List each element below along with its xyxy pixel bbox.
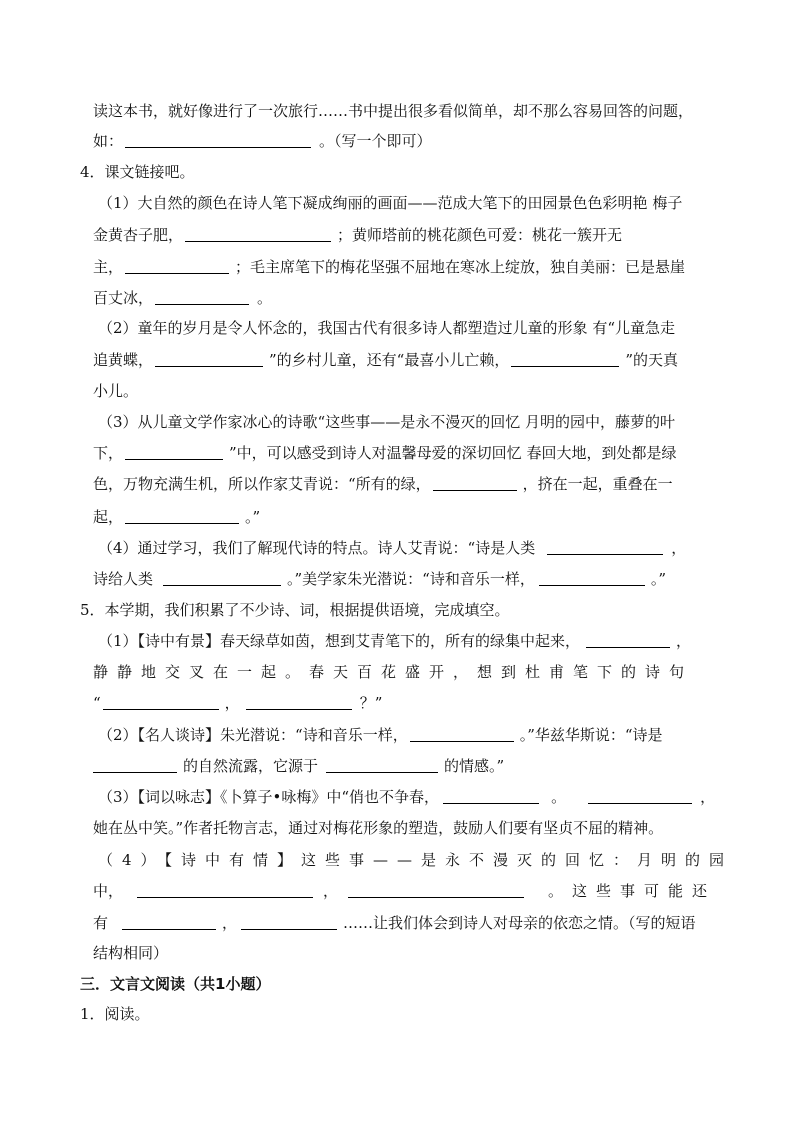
text-line [93, 913, 696, 933]
text-line [93, 756, 504, 776]
text: ”中，可以感受到诗人对温馨母爱的深切回忆 春回大地，到处都是绿 [229, 444, 677, 462]
text-line [98, 318, 675, 338]
text: （2）【名人谈诗】朱光潜说：“诗和音乐一样， [98, 726, 408, 744]
text-line [93, 662, 693, 682]
section-heading [80, 974, 270, 994]
text: 主， [93, 258, 124, 276]
answer-blank[interactable] [348, 883, 524, 898]
text-line [93, 225, 622, 245]
text-line [98, 631, 691, 651]
answer-blank[interactable] [547, 540, 663, 555]
text: ， [700, 788, 716, 806]
answer-blank[interactable] [137, 883, 313, 898]
text: 。这些事可能还 [548, 882, 717, 900]
text-line [93, 350, 678, 370]
text: 。” [245, 508, 261, 526]
text: ；黄师塔前的桃花颜色可爱：桃花一簇开无 [337, 226, 623, 244]
answer-blank[interactable] [125, 133, 311, 148]
text: 4．课文链接吧。 [80, 163, 195, 181]
text: ， [676, 632, 692, 650]
text: （4）通过学习，我们了解现代诗的特点。诗人艾青说：“诗是人类 [98, 539, 536, 557]
text: 。” [650, 570, 667, 588]
answer-blank[interactable] [443, 789, 539, 804]
text: 。”美学家朱光潜说：“诗和音乐一样， [287, 570, 535, 588]
answer-blank[interactable] [125, 259, 229, 274]
text: （3）从儿童文学作家冰心的诗歌“这些事——是永不漫灭的回忆 月明的园中，藤萝的叶 [98, 413, 675, 431]
text: ， [224, 694, 240, 712]
text: ，挤在一起，重叠在一 [522, 475, 673, 493]
text: 1．阅读。 [80, 1005, 150, 1023]
text-line [98, 850, 733, 870]
text-line [93, 507, 260, 527]
text-line [93, 131, 432, 151]
text: ， [222, 914, 238, 932]
text: 诗给人类 [93, 570, 154, 588]
text: 三．文言文阅读（共1小题） [80, 975, 271, 993]
text: （1）【诗中有景】春天绿草如茵，想到艾青笔下的，所有的绿集中起来， [98, 632, 581, 650]
text-line [93, 818, 663, 838]
text: 如： [93, 132, 124, 150]
text: 。 [551, 788, 567, 806]
text: ；毛主席笔下的梅花坚强不屈地在寒冰上绽放，独自美丽：已是悬崖 [235, 258, 686, 276]
text: 。（写一个即可） [319, 132, 432, 150]
text: 金黄杏子肥， [93, 226, 184, 244]
text-line [98, 787, 715, 807]
text-line [93, 101, 693, 121]
text: 小儿。 [93, 382, 139, 400]
text: （3）【词以咏志】《卜算子•咏梅》中“俏也不争春， [98, 788, 440, 806]
text: “ [93, 694, 101, 712]
question-heading [80, 600, 510, 620]
text: 有 [93, 914, 109, 932]
answer-blank[interactable] [185, 227, 331, 242]
answer-blank[interactable] [246, 695, 352, 710]
text-line [98, 412, 675, 432]
text-line [93, 257, 685, 277]
text: （2）童年的岁月是令人怀念的，我国古代有很多诗人都塑造过儿童的形象 有“儿童急走 [98, 319, 675, 337]
answer-blank[interactable] [511, 352, 619, 367]
question-heading [80, 162, 195, 182]
answer-blank[interactable] [122, 915, 216, 930]
answer-blank[interactable] [93, 758, 177, 773]
text: 百丈冰， [93, 289, 154, 307]
answer-blank[interactable] [326, 758, 438, 773]
text: （1）大自然的颜色在诗人笔下凝成绚丽的画面——范成大笔下的田园景色色彩明艳 梅子 [98, 194, 683, 212]
text: 的情感。” [444, 757, 505, 775]
text: ， [323, 882, 339, 900]
text-line [93, 381, 138, 401]
text: 色，万物充满生机，所以作家艾青说：“所有的绿， [93, 475, 431, 493]
text: 的自然流露，它源于 [183, 757, 319, 775]
text: 下， [93, 444, 124, 462]
answer-blank[interactable] [125, 509, 239, 524]
text-line [93, 881, 716, 901]
text-line [98, 193, 682, 213]
text: 。”华兹华斯说：“诗是 [519, 726, 663, 744]
answer-blank[interactable] [103, 695, 219, 710]
text: 结构相同） [93, 944, 169, 962]
text-line [98, 725, 663, 745]
text-line [93, 693, 382, 713]
answer-blank[interactable] [539, 571, 645, 586]
text-line [98, 538, 686, 558]
answer-blank[interactable] [241, 915, 337, 930]
text: 静静地交叉在一起。春天百花盛开，想到杜甫笔下的诗句 [93, 663, 694, 681]
text-line [93, 288, 272, 308]
text: ”的天真 [625, 351, 679, 369]
question-heading [80, 1004, 150, 1024]
text: 。 [257, 289, 273, 307]
answer-blank[interactable] [163, 571, 281, 586]
answer-blank[interactable] [155, 352, 263, 367]
text-line [93, 943, 168, 963]
text-line [93, 569, 666, 589]
answer-blank[interactable] [125, 445, 223, 460]
text: （4）【诗中有情】这些事——是永不漫灭的回忆：月明的园 [98, 851, 734, 869]
answer-blank[interactable] [155, 290, 249, 305]
answer-blank[interactable] [586, 633, 670, 648]
answer-blank[interactable] [433, 476, 517, 491]
text-line [93, 474, 673, 494]
text: ”的乡村儿童，还有“最喜小儿亡赖， [269, 351, 510, 369]
text: 中， [93, 882, 124, 900]
text-line [93, 443, 676, 463]
answer-blank[interactable] [588, 789, 692, 804]
text: ， [671, 539, 687, 557]
text: 5．本学期，我们积累了不少诗、词，根据提供语境，完成填空。 [80, 601, 510, 619]
text: ？” [359, 694, 383, 712]
answer-blank[interactable] [410, 727, 514, 742]
text: ……让我们体会到诗人对母亲的依恋之情。（写的短语 [343, 914, 696, 932]
text: 读这本书，就好像进行了一次旅行……书中提出很多看似简单，却不那么容易回答的问题， [93, 102, 694, 120]
text: 她在丛中笑。”作者托物言志，通过对梅花形象的塑造，鼓励人们要有坚贞不屈的精神。 [93, 819, 664, 837]
text: 追黄蝶， [93, 351, 154, 369]
text: 起， [93, 508, 124, 526]
